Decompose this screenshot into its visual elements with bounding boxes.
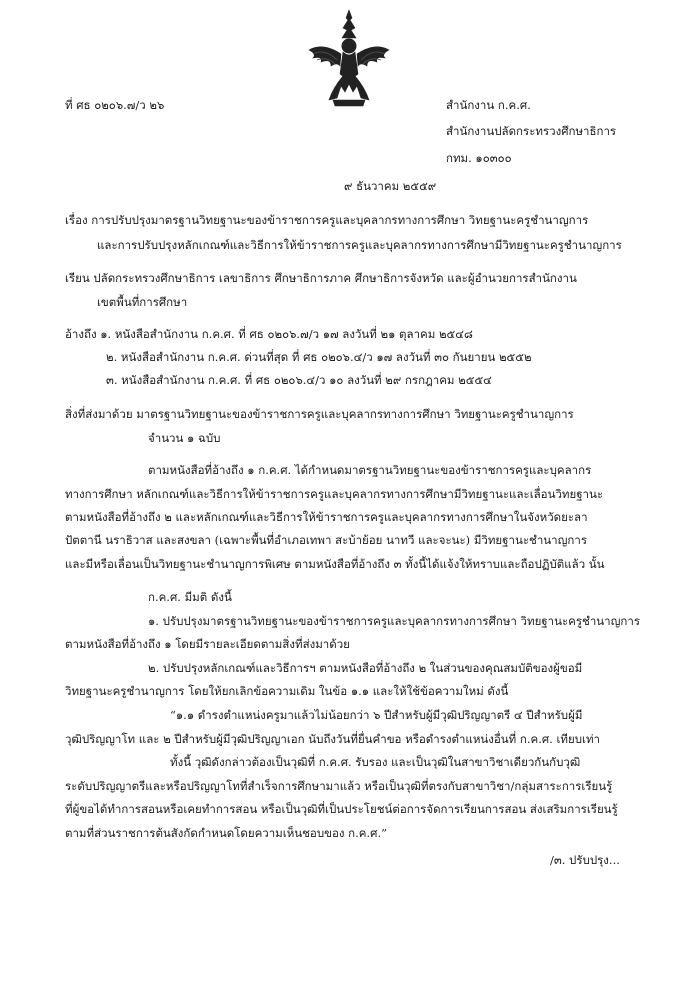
reference-item-2: ๒. หนังสือสำนักงาน ก.ค.ศ. ด่วนที่สุด ที่ ศธ ๐๒๐๖.๔/ว ๑๗ ลงวันที่ ๓๐ กันยายน ๒๕๕๒ [106,350,532,364]
quoted-clause-line: ที่ผู้ขอได้ทำการสอนหรือเคยทำการสอน หรือเป็นวุฒิที่เป็นประโยชน์ต่อการจัดการเรียนการสอน ส่งเสริมการเรียนรู้ [65,802,618,816]
quoted-clause-line: ตามที่ส่วนราชการต้นสังกัดกำหนดโดยความเห็นชอบของ ก.ค.ศ.” [65,826,387,840]
continued-marker: /๓. ปรับปรุง... [550,853,620,867]
garuda-emblem [303,8,395,108]
item-2-line-1: ๒. ปรับปรุงหลักเกณฑ์และวิธีการฯ ตามหนังสือที่อ้างถึง ๒ ในส่วนของคุณสมบัติของผู้ขอมี [148,661,583,675]
office-name: สำนักงาน ก.ค.ศ. [446,98,531,112]
quoted-clause-line: วุฒิปริญญาโท และ ๒ ปีสำหรับผู้มีวุฒิปริญญาเอก นับถึงวันที่ยื่นคำขอ หรือดำรงตำแหน่งอื่นที่ ก.ค.ศ. เทียบเท่า [65,732,600,746]
body-paragraph-line: ตามหนังสือที่อ้างถึง ๑ ก.ค.ศ. ได้กำหนดมาตรฐานวิทยฐานะของข้าราชการครูและบุคลากร [148,463,592,477]
recipient-line-1: เรียน ปลัดกระทรวงศึกษาธิการ เลขาธิการ ศึกษาธิการภาค ศึกษาธิการจังหวัด และผู้อำนวยการสำนักงาน [65,271,577,285]
document-date: ๙ ธันวาคม ๒๕๕๙ [344,179,437,193]
body-paragraph-line: และมีหรือเลื่อนเป็นวิทยฐานะชำนาญการพิเศษ ตามหนังสือที่อ้างถึง ๓ ทั้งนี้ได้แจ้งให้ทราบและถือปฏิบัติแล้ว นั้น [65,557,605,571]
item-1-line-2: ตามหนังสือที่อ้างถึง ๑ โดยมีรายละเอียดตามสิ่งที่ส่งมาด้วย [65,637,350,651]
quoted-clause-line: ระดับปริญญาตรีและหรือปริญญาโทที่สำเร็จการศึกษามาแล้ว หรือเป็นวุฒิที่ตรงกับสาขาวิชา/กลุ่มสาระการเรียนรู้ [65,779,613,793]
quoted-clause-line: ทั้งนี้ วุฒิดังกล่าวต้องเป็นวุฒิที่ ก.ค.ศ. รับรอง และเป็นวุฒิในสาขาวิชาเดียวกันกับวุฒิ [170,755,581,769]
office-postal: กทม. ๑๐๓๐๐ [446,151,512,165]
subject-line-2: และการปรับปรุงหลักเกณฑ์และวิธีการให้ข้าราชการครูและบุคลากรทางการศึกษามีวิทยฐานะครูชำนาญการ [97,238,622,252]
subject-line-1: เรื่อง การปรับปรุงมาตรฐานวิทยฐานะของข้าราชการครูและบุคลากรทางการศึกษา วิทยฐานะครูชำนาญการ [65,213,589,227]
reference-item-3: ๓. หนังสือสำนักงาน ก.ค.ศ. ที่ ศธ ๐๒๐๖.๔/ว ๑๐ ลงวันที่ ๒๙ กรกฎาคม ๒๕๕๔ [106,373,492,387]
item-2-line-2: วิทยฐานะครูชำนาญการ โดยให้ยกเลิกข้อความเดิม ในข้อ ๑.๑ และให้ใช้ข้อความใหม่ ดังนี้ [65,684,509,698]
document-reference-number: ที่ ศธ ๐๒๐๖.๗/ว ๒๖ [65,98,165,112]
reference-item-1: อ้างถึง ๑. หนังสือสำนักงาน ก.ค.ศ. ที่ ศธ ๐๒๐๖.๗/ว ๑๗ ลงวันที่ ๒๑ ตุลาคม ๒๕๔๘ [65,327,473,341]
recipient-line-2: เขตพื้นที่การศึกษา [97,295,188,309]
body-paragraph-line: ตามหนังสือที่อ้างถึง ๒ และหลักเกณฑ์และวิธีการให้ข้าราชการครูและบุคลากรทางการศึกษาในจังหวัดยะลา [65,510,588,524]
item-1-line-1: ๑. ปรับปรุงมาตรฐานวิทยฐานะของข้าราชการครูและบุคลากรทางการศึกษา วิทยฐานะครูชำนาญการ [148,614,640,628]
office-parent: สำนักงานปลัดกระทรวงศึกษาธิการ [446,124,617,138]
quoted-clause-line: “๑.๑ ดำรงตำแหน่งครูมาแล้วไม่น้อยกว่า ๖ ปีสำหรับผู้มีวุฒิปริญญาตรี ๔ ปีสำหรับผู้มี [170,708,583,722]
enclosure-line-2: จำนวน ๑ ฉบับ [148,431,221,445]
resolution-heading: ก.ค.ศ. มีมติ ดังนี้ [148,590,232,604]
enclosure-line-1: สิ่งที่ส่งมาด้วย มาตรฐานวิทยฐานะของข้าราชการครูและบุคลากรทางการศึกษา วิทยฐานะครูชำนาญการ [65,407,574,421]
body-paragraph-line: ทางการศึกษา หลักเกณฑ์และวิธีการให้ข้าราชการครูและบุคลากรทางการศึกษามีวิทยฐานะและเลื่อนวิทยฐานะ [65,487,604,501]
body-paragraph-line: ปัตตานี นราธิวาส และสงขลา (เฉพาะพื้นที่อำเภอเทพา สะบ้าย้อย นาทวี และจะนะ) มีวิทยฐานะชำนาญการ [65,533,587,547]
